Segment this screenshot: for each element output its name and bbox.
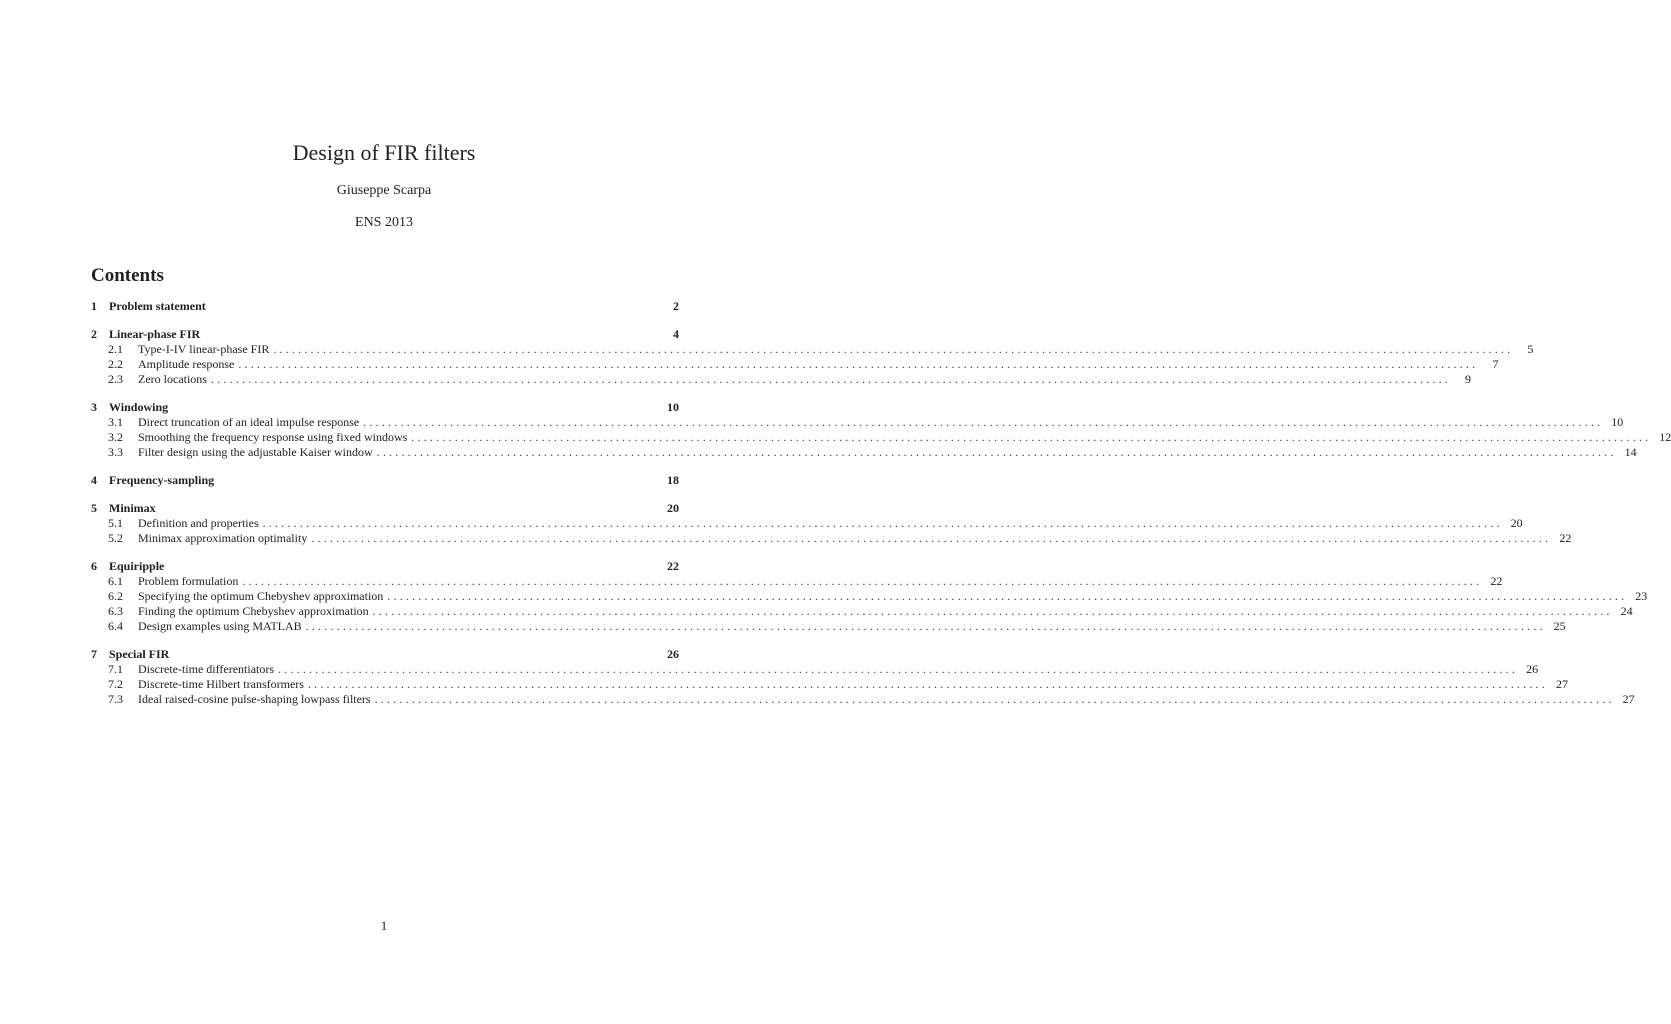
subsection-page: 12 [1659, 430, 1671, 444]
toc-section [91, 400, 1671, 460]
toc-section-entry[interactable] [91, 327, 679, 342]
section-title: Equiripple [109, 559, 165, 573]
subsection-number: 5.2 [108, 531, 123, 545]
subsection-title: Type-I-IV linear-phase FIR [138, 342, 270, 356]
toc-subsection-entry[interactable] [91, 516, 1523, 531]
subsection-title: Definition and properties [138, 516, 259, 530]
toc-section-entry[interactable] [91, 400, 679, 415]
section-page: 20 [667, 501, 679, 515]
toc-subsection-entry[interactable] [91, 357, 1499, 372]
toc-section [91, 327, 1534, 387]
section-number: 1 [91, 299, 97, 313]
subsection-number: 7.2 [108, 677, 123, 691]
toc-subsection-entry[interactable] [91, 430, 1671, 445]
subsection-number: 5.1 [108, 516, 123, 530]
toc-section-entry[interactable] [91, 501, 679, 516]
subsection-number: 2.3 [108, 372, 123, 386]
toc-subsection-entry[interactable] [91, 619, 1566, 634]
dot-leader: ........................................................................................................................................................................................................ [376, 445, 1617, 459]
section-title: Problem statement [109, 299, 206, 313]
toc-subsection-entry[interactable] [91, 574, 1503, 589]
toc-section [91, 647, 1635, 707]
subsection-number: 6.1 [108, 574, 123, 588]
dot-leader: ........................................................................................................................................................................................................ [363, 415, 1604, 429]
toc-subsection-entry[interactable] [91, 415, 1624, 430]
subsection-number: 6.2 [108, 589, 123, 603]
subsection-page: 23 [1635, 589, 1648, 603]
section-page: 10 [667, 400, 679, 414]
section-page: 4 [673, 327, 679, 341]
toc-section-entry[interactable] [91, 473, 679, 488]
section-page: 2 [673, 299, 679, 313]
subsection-page: 25 [1553, 619, 1566, 633]
section-title: Special FIR [109, 647, 170, 661]
section-title: Windowing [109, 400, 169, 414]
subsection-page: 27 [1555, 677, 1568, 691]
dot-leader: ........................................................................................................................................................................................................ [374, 692, 1615, 706]
page-number: 1 [380, 918, 388, 933]
subsection-page: 26 [1526, 662, 1539, 676]
dot-leader: ........................................................................................................................................................................................................ [238, 357, 1479, 371]
toc-section-entry[interactable] [91, 647, 679, 662]
section-title: Linear-phase FIR [109, 327, 201, 341]
toc-subsection-entry[interactable] [91, 372, 1471, 387]
subsection-page: 7 [1492, 357, 1499, 371]
subsection-number: 2.1 [108, 342, 123, 356]
subsection-title: Filter design using the adjustable Kaiser window [138, 445, 373, 459]
subsection-number: 7.1 [108, 662, 123, 676]
toc-section [91, 501, 1572, 546]
dot-leader: ........................................................................................................................................................................................................ [387, 589, 1628, 603]
subsection-title: Direct truncation of an ideal impulse response [138, 415, 360, 429]
subsection-page: 22 [1490, 574, 1503, 588]
toc-section [91, 559, 1648, 634]
subsection-number: 6.4 [108, 619, 123, 633]
toc-subsection-entry[interactable] [91, 692, 1635, 707]
subsection-title: Problem formulation [138, 574, 239, 588]
toc-section-entry[interactable] [91, 299, 679, 314]
toc-subsection-entry[interactable] [91, 445, 1637, 460]
toc-subsection-entry[interactable] [91, 677, 1568, 692]
subsection-title: Smoothing the frequency response using fixed windows [138, 430, 408, 444]
section-page: 18 [667, 473, 679, 487]
dot-leader: ........................................................................................................................................................................................................ [307, 677, 1548, 691]
subsection-page: 5 [1527, 342, 1534, 356]
subsection-number: 3.1 [108, 415, 123, 429]
subsection-title: Discrete-time differentiators [138, 662, 275, 676]
toc-subsection-entry[interactable] [91, 662, 1539, 677]
dot-leader: ........................................................................................................................................................................................................ [262, 516, 1503, 530]
section-number: 7 [91, 647, 97, 661]
section-number: 2 [91, 327, 97, 341]
subsection-page: 20 [1510, 516, 1523, 530]
subsection-page: 27 [1622, 692, 1635, 706]
document-title: Design of FIR filters [292, 140, 476, 165]
dot-leader: ........................................................................................................................................................................................................ [311, 531, 1552, 545]
section-number: 5 [91, 501, 97, 515]
dot-leader: ........................................................................................................................................................................................................ [305, 619, 1546, 633]
author-name: Giuseppe Scarpa [336, 183, 432, 198]
section-number: 4 [91, 473, 97, 487]
subsection-page: 22 [1559, 531, 1572, 545]
subsection-title: Zero locations [138, 372, 207, 386]
subsection-title: Design examples using MATLAB [138, 619, 302, 633]
section-number: 3 [91, 400, 97, 414]
section-page: 22 [667, 559, 679, 573]
toc-subsection-entry[interactable] [91, 531, 1572, 546]
toc-subsection-entry[interactable] [91, 589, 1648, 604]
document-date: ENS 2013 [355, 215, 413, 230]
contents-heading: Contents [91, 265, 164, 286]
toc-section-entry[interactable] [91, 559, 679, 574]
dot-leader: ........................................................................................................................................................................................................ [242, 574, 1483, 588]
subsection-page: 9 [1464, 372, 1471, 386]
dot-leader: ........................................................................................................................................................................................................ [372, 604, 1613, 618]
subsection-title: Finding the optimum Chebyshev approximation [138, 604, 369, 618]
subsection-title: Specifying the optimum Chebyshev approximation [138, 589, 384, 603]
subsection-number: 2.2 [108, 357, 123, 371]
dot-leader: ........................................................................................................................................................................................................ [411, 430, 1652, 444]
subsection-page: 14 [1624, 445, 1637, 459]
toc-section [91, 299, 679, 314]
section-number: 6 [91, 559, 97, 573]
subsection-number: 7.3 [108, 692, 123, 706]
dot-leader: ........................................................................................................................................................................................................ [278, 662, 1519, 676]
table-of-contents [91, 299, 1671, 720]
section-title: Minimax [109, 501, 156, 515]
toc-subsection-entry[interactable] [91, 604, 1633, 619]
subsection-title: Amplitude response [138, 357, 235, 371]
subsection-number: 3.3 [108, 445, 123, 459]
subsection-number: 6.3 [108, 604, 123, 618]
subsection-page: 24 [1620, 604, 1633, 618]
toc-subsection-entry[interactable] [91, 342, 1534, 357]
section-page: 26 [667, 647, 679, 661]
section-title: Frequency-sampling [109, 473, 215, 487]
subsection-title: Ideal raised-cosine pulse-shaping lowpass filters [138, 692, 371, 706]
subsection-number: 3.2 [108, 430, 123, 444]
dot-leader: ........................................................................................................................................................................................................ [210, 372, 1451, 386]
toc-section [91, 473, 679, 488]
subsection-title: Discrete-time Hilbert transformers [138, 677, 304, 691]
subsection-page: 10 [1611, 415, 1624, 429]
dot-leader: ........................................................................................................................................................................................................ [273, 342, 1514, 356]
subsection-title: Minimax approximation optimality [138, 531, 308, 545]
